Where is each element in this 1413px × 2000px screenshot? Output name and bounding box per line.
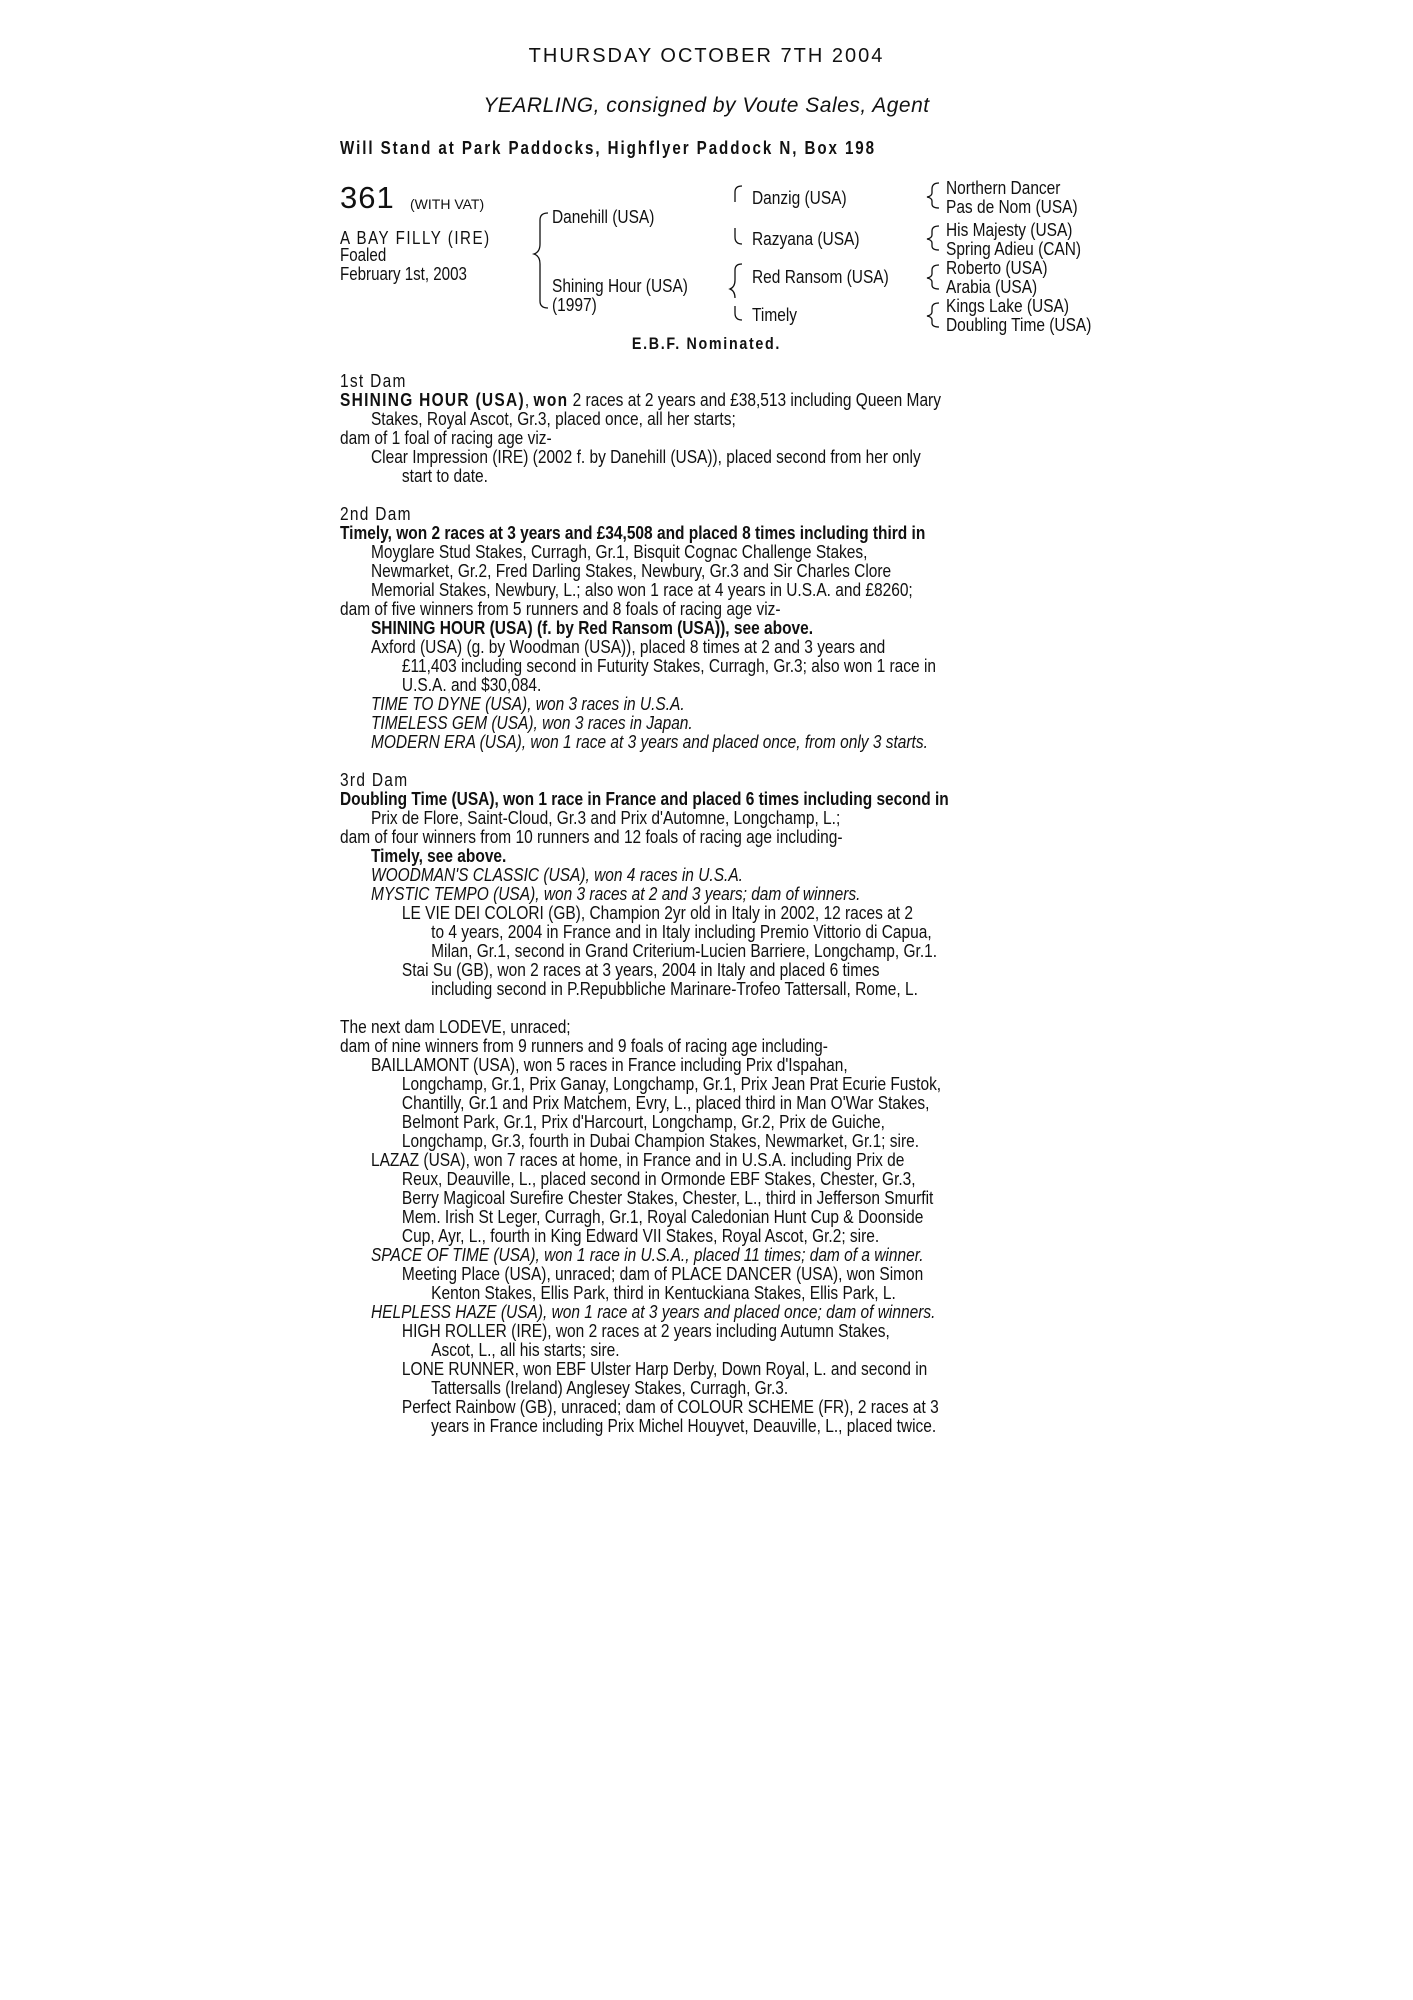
dam-line: Berry Magicoal Surefire Chester Stakes, Chester, L., third in Jefferson Smurfit [401, 1188, 934, 1208]
pedigree-gen3-4: Spring Adieu (CAN) [946, 239, 1082, 259]
catalogue-body [340, 372, 1100, 1455]
pedigree-sire-dam: Razyana (USA) [752, 229, 860, 249]
dam-line: Moyglare Stud Stakes, Curragh, Gr.1, Bisquit Cognac Challenge Stakes, [370, 542, 868, 562]
dam-line: Chantilly, Gr.1 and Prix Matchem, Evry, L., placed third in Man O'War Stakes, [401, 1093, 930, 1113]
dam-line: BAILLAMONT (USA), won 5 races in France including Prix d'Ispahan, [370, 1055, 848, 1075]
pedigree-gen3-3: His Majesty (USA) [946, 220, 1073, 240]
dam-line: Cup, Ayr, L., fourth in King Edward VII Stakes, Royal Ascot, Gr.2; sire. [401, 1226, 880, 1246]
pedigree-sire: Danehill (USA) [552, 207, 655, 227]
dam-line: £11,403 including second in Futurity Stakes, Curragh, Gr.3; also won 1 race in [401, 656, 936, 676]
dam-line: Stai Su (GB), won 2 races at 3 years, 2004 in Italy and placed 6 times [401, 960, 880, 980]
pedigree-gen3-5: Roberto (USA) [946, 258, 1048, 278]
dam-line: Clear Impression (IRE) (2002 f. by Danehill (USA)), placed second from her only [370, 447, 921, 467]
dam-line: years in France including Prix Michel Houyvet, Deauville, L., placed twice. [431, 1416, 937, 1436]
dam-line: Meeting Place (USA), unraced; dam of PLACE DANCER (USA), won Simon [401, 1264, 924, 1284]
third-dam-section [340, 771, 1100, 999]
section-heading: 3rd Dam [340, 770, 409, 790]
dam-line: HIGH ROLLER (IRE), won 2 races at 2 years including Autumn Stakes, [401, 1321, 890, 1341]
section-heading: 1st Dam [340, 371, 407, 391]
dam-line: LE VIE DEI COLORI (GB), Champion 2yr old in Italy in 2002, 12 races at 2 [401, 903, 913, 923]
dam-line: SPACE OF TIME (USA), won 1 race in U.S.A., placed 11 times; dam of a winner. [370, 1245, 924, 1265]
vat-note: (WITH VAT) [410, 196, 485, 212]
second-dam-section [340, 505, 1100, 752]
dam-line: Mem. Irish St Leger, Curragh, Gr.1, Royal Caledonian Hunt Cup & Doonside [401, 1207, 924, 1227]
pedigree-sire-sire: Danzig (USA) [752, 188, 847, 208]
dam-line: Milan, Gr.1, second in Grand Criterium-Lucien Barriere, Longchamp, Gr.1. [431, 941, 938, 961]
stand-location: Will Stand at Park Paddocks, Highflyer Paddock N, Box 198 [340, 138, 876, 158]
dam-line: Perfect Rainbow (GB), unraced; dam of COLOUR SCHEME (FR), 2 races at 3 [401, 1397, 939, 1417]
dam-line: MODERN ERA (USA), won 1 race at 3 years and placed once, from only 3 starts. [370, 732, 928, 752]
first-dam-section [340, 372, 1100, 486]
dam-line: TIMELESS GEM (USA), won 3 races in Japan. [370, 713, 693, 733]
horse-description: A BAY FILLY (IRE) [340, 228, 491, 248]
dam-line: Longchamp, Gr.3, fourth in Dubai Champion Stakes, Newmarket, Gr.1; sire. [401, 1131, 920, 1151]
dam-line: Tattersalls (Ireland) Anglesey Stakes, Curragh, Gr.3. [431, 1378, 789, 1398]
pedigree-gen3-1: Northern Dancer [946, 178, 1061, 198]
dam-line: start to date. [401, 466, 488, 486]
lot-number: 361 [340, 180, 395, 215]
dam-line: The next dam LODEVE, unraced; [340, 1017, 571, 1037]
dam-line: Timely, won 2 races at 3 years and £34,508 and placed 8 times including third in [340, 523, 926, 543]
sale-date-header: THURSDAY OCTOBER 7TH 2004 [528, 45, 885, 67]
dam-line: to 4 years, 2004 in France and in Italy including Premio Vittorio di Capua, [431, 922, 932, 942]
dam-line: Kenton Stakes, Ellis Park, third in Kentuckiana Stakes, Ellis Park, L. [431, 1283, 896, 1303]
dam-line: SHINING HOUR (USA) (f. by Red Ransom (USA)), see above. [370, 618, 814, 638]
pedigree-gen3-7: Kings Lake (USA) [946, 296, 1070, 316]
dam-line: U.S.A. and $30,084. [401, 675, 542, 695]
dam-line: Timely, see above. [370, 846, 507, 866]
dam-line: Ascot, L., all his starts; sire. [431, 1340, 620, 1360]
dam-line: MYSTIC TEMPO (USA), won 3 races at 2 and 3 years; dam of winners. [370, 884, 861, 904]
pedigree-dam: Shining Hour (USA) (1997) [552, 276, 688, 315]
pedigree-dam-dam: Timely [752, 305, 798, 325]
dam-line: TIME TO DYNE (USA), won 3 races in U.S.A. [370, 694, 685, 714]
dam-line: including second in P.Repubbliche Marinare-Trofeo Tattersall, Rome, L. [431, 979, 918, 999]
foaled-date: February 1st, 2003 [340, 264, 467, 284]
dam-line: Memorial Stakes, Newbury, L.; also won 1 race at 4 years in U.S.A. and £8260; [370, 580, 913, 600]
dam-line: dam of four winners from 10 runners and 12 foals of racing age including- [340, 827, 843, 847]
section-heading: 2nd Dam [340, 504, 412, 524]
dam-line: Stakes, Royal Ascot, Gr.3, placed once, all her starts; [370, 409, 736, 429]
dam-line: dam of nine winners from 9 runners and 9 foals of racing age including- [340, 1036, 828, 1056]
dam-line: LONE RUNNER, won EBF Ulster Harp Derby, Down Royal, L. and second in [401, 1359, 928, 1379]
dam-line: Newmarket, Gr.2, Fred Darling Stakes, Newbury, Gr.3 and Sir Charles Clore [370, 561, 892, 581]
consignment-line: YEARLING, consigned by Voute Sales, Agent [483, 94, 930, 117]
dam-line: Longchamp, Gr.1, Prix Ganay, Longchamp, Gr.1, Prix Jean Prat Ecurie Fustok, [401, 1074, 942, 1094]
next-dam-section [340, 1018, 1100, 1436]
dam-line: HELPLESS HAZE (USA), won 1 race at 3 years and placed once; dam of winners. [370, 1302, 936, 1322]
dam-line: LAZAZ (USA), won 7 races at home, in France and in U.S.A. including Prix de [370, 1150, 905, 1170]
pedigree-gen3-2: Pas de Nom (USA) [946, 197, 1078, 217]
dam-line: dam of five winners from 5 runners and 8 foals of racing age viz- [340, 599, 781, 619]
dam-line: Prix de Flore, Saint-Cloud, Gr.3 and Prix d'Automne, Longchamp, L.; [370, 808, 841, 828]
pedigree-dam-sire: Red Ransom (USA) [752, 267, 889, 287]
ebf-nominated: E.B.F. Nominated. [631, 334, 782, 353]
dam-line: SHINING HOUR (USA), won 2 races at 2 years and £38,513 including Queen Mary [340, 390, 941, 410]
dam-line: Axford (USA) (g. by Woodman (USA)), placed 8 times at 2 and 3 years and [370, 637, 886, 657]
dam-line: Doubling Time (USA), won 1 race in France and placed 6 times including second in [340, 789, 949, 809]
dam-line: dam of 1 foal of racing age viz- [340, 428, 552, 448]
pedigree-gen3-6: Arabia (USA) [946, 277, 1038, 297]
dam-line: WOODMAN'S CLASSIC (USA), won 4 races in U.S.A. [370, 865, 743, 885]
dam-line: Reux, Deauville, L., placed second in Ormonde EBF Stakes, Chester, Gr.3, [401, 1169, 916, 1189]
foaled-label: Foaled [340, 245, 387, 265]
dam-line: Belmont Park, Gr.1, Prix d'Harcourt, Longchamp, Gr.2, Prix de Guiche, [401, 1112, 885, 1132]
pedigree-gen3-8: Doubling Time (USA) [946, 315, 1092, 335]
